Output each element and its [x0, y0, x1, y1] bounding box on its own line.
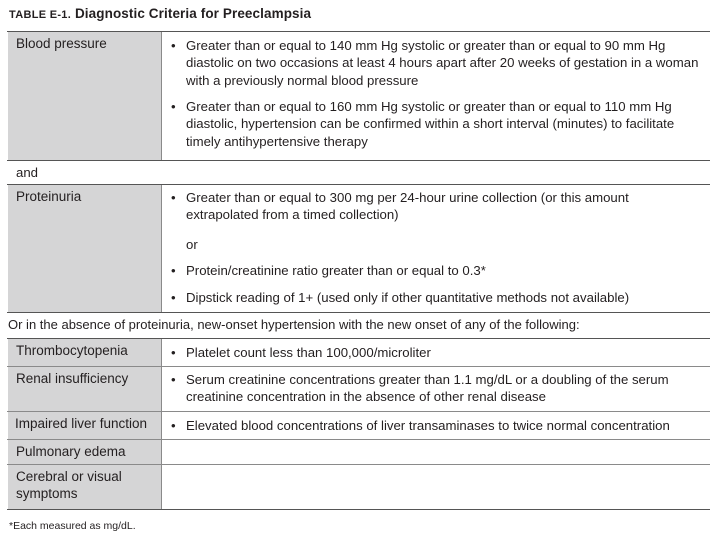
rule — [7, 312, 710, 313]
bottom-rule — [7, 509, 710, 510]
liver-label: Impaired liver function — [8, 412, 161, 439]
column-divider — [161, 185, 162, 312]
bullet-icon: • — [171, 263, 176, 278]
cerebral-label: Cerebral or visual symptoms — [8, 465, 161, 509]
table-title — [9, 6, 311, 21]
column-divider — [161, 440, 162, 464]
bullet-icon: • — [171, 99, 176, 114]
absence-statement: Or in the absence of proteinuria, new-onset hypertension with the new onset of any of the following: — [8, 317, 580, 332]
proteinuria-criterion-1: • Greater than or equal to 300 mg per 24-hour urine collection (or this amount extrapolated from a timed collection) — [171, 190, 629, 223]
rule — [7, 160, 710, 161]
proteinuria-criterion-2: • Protein/creatinine ratio greater than or equal to 0.3* — [171, 263, 486, 278]
column-divider — [161, 367, 162, 411]
proteinuria-criterion-3: • Dipstick reading of 1+ (used only if other quantitative methods not available) — [171, 290, 630, 305]
column-divider — [161, 412, 162, 439]
bullet-icon: • — [171, 418, 176, 433]
renal-criterion: • Serum creatinine concentrations greater than 1.1 mg/dL or a doubling of the serum creatinine concentration in the absence of other renal disease — [171, 372, 669, 405]
column-divider — [161, 32, 162, 160]
renal-label: Renal insufficiency — [8, 367, 161, 411]
bullet-icon: • — [171, 345, 176, 360]
bullet-icon: • — [171, 190, 176, 205]
bullet-icon: • — [171, 38, 176, 53]
thrombocytopenia-label: Thrombocytopenia — [8, 339, 161, 366]
and-connector: and — [16, 165, 39, 180]
thrombocytopenia-criterion: • Platelet count less than 100,000/microliter — [171, 345, 431, 360]
column-divider — [161, 465, 162, 509]
bp-criterion-1: • Greater than or equal to 140 mm Hg systolic or greater than or equal to 90 mm Hg diastolic on two occasions at least 4 hours apart after 20 weeks of gestation in a woman with a previously normal blood pressure — [171, 38, 699, 88]
bullet-icon: • — [171, 372, 176, 387]
table-title-text: Diagnostic Criteria for Preeclampsia — [74, 6, 312, 21]
liver-criterion: • Elevated blood concentrations of liver transaminases to twice normal concentration — [171, 418, 670, 433]
or-connector: or — [186, 237, 198, 252]
blood-pressure-label: Blood pressure — [8, 32, 161, 160]
table-label: TABLE E-1. — [9, 9, 72, 21]
pulmonary-label: Pulmonary edema — [8, 440, 161, 464]
bullet-icon: • — [171, 290, 176, 305]
proteinuria-label: Proteinuria — [8, 185, 161, 312]
bp-criterion-2: • Greater than or equal to 160 mm Hg systolic or greater than or equal to 110 mm Hg diastolic, hypertension can be confirmed within a short interval (minutes) to facilitate timely antihypertensive therapy — [171, 99, 675, 149]
footnote: *Each measured as mg/dL. — [9, 520, 136, 532]
column-divider — [161, 339, 162, 366]
